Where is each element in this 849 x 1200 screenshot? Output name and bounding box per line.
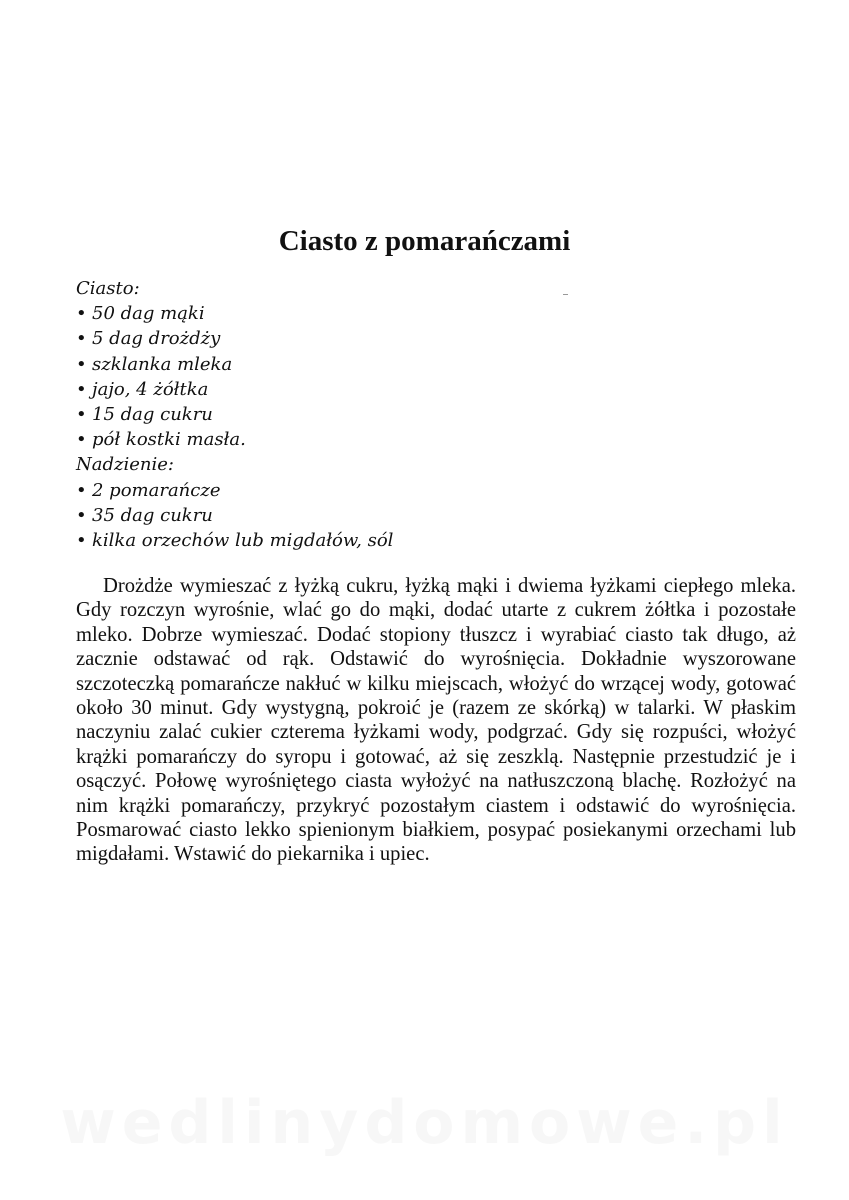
bullet-icon: • (76, 353, 87, 375)
ingredient-item (76, 528, 576, 553)
ingredient-item (76, 326, 576, 351)
bullet-icon: • (76, 303, 87, 325)
recipe-instructions: Drożdże wymieszać z łyżką cukru, łyżką mąki i dwiema łyżkami ciepłego mleka. Gdy rozczyn wyrośnie, wlać go do mąki, dodać utarte z cukrem żółtka i pozostałe mleko. Dobrze wymieszać. Dodać stopiony tłuszcz i wyrabiać ciasto tak długo, aż zacznie odstawać od rąk. Odstawić do wyrośnięcia. Dokładnie wyszorowane szczoteczką pomarańcze nakłuć w kilku miejscach, włożyć do wrzącej wody, gotować około 30 minut. Gdy wystygną, pokroić je (razem ze skórką) w talarki. W płaskim naczyniu zalać cukier czterema łyżkami wody, podgrzać. Gdy się rozpuści, włożyć krążki pomarańczy do syropu i gotować, aż się zeszklą. Następnie przestudzić je i osączyć. Połowę wyrośniętego ciasta wyłożyć na natłuszczoną blachę. Rozłożyć na nim krążki pomarańczy, przykryć pozostałym ciastem i odstawić do wyrośnięcia. Posmarować ciasto lekko spienionym białkiem, posypać posiekanymi orzechami lub migdałami. Wstawić do piekarnika i upiec. (76, 575, 796, 866)
ingredient-text: pół kostki masła. (92, 429, 246, 451)
ingredients-list (76, 276, 576, 553)
bullet-icon: • (76, 530, 87, 552)
ingredient-item (76, 427, 576, 452)
ingredient-text: 5 dag drożdży (92, 328, 221, 350)
ingredient-text: kilka orzechów lub migdałów, sól (92, 530, 394, 552)
ingredient-item (76, 402, 576, 427)
ingredient-text: szklanka mleka (92, 353, 233, 375)
ingredient-text: 35 dag cukru (92, 504, 213, 526)
watermark: wedlinydomowe.pl (60, 1088, 789, 1158)
ingredients-heading-text: Nadzienie: (76, 454, 174, 476)
bullet-icon: • (76, 404, 87, 426)
ingredient-item (76, 352, 576, 377)
bullet-icon: • (76, 378, 87, 400)
ingredient-text: jajo, 4 żółtka (92, 378, 209, 400)
ingredient-text: 2 pomarańcze (92, 479, 221, 501)
recipe-title: Ciasto z pomarańczami (278, 225, 571, 257)
ingredients-heading (76, 276, 576, 301)
ingredient-item (76, 503, 576, 528)
ingredient-item (76, 478, 576, 503)
ingredient-text: 50 dag mąki (92, 303, 205, 325)
ingredients-heading-text: Ciasto: (76, 278, 140, 299)
bullet-icon: • (76, 479, 87, 501)
ingredient-text: 15 dag cukru (92, 404, 213, 426)
ingredients-heading (76, 452, 576, 477)
bullet-icon: • (76, 429, 87, 451)
bullet-icon: • (76, 328, 87, 350)
bullet-icon: • (76, 504, 87, 526)
ingredient-item (76, 377, 576, 402)
ingredient-item (76, 301, 576, 326)
